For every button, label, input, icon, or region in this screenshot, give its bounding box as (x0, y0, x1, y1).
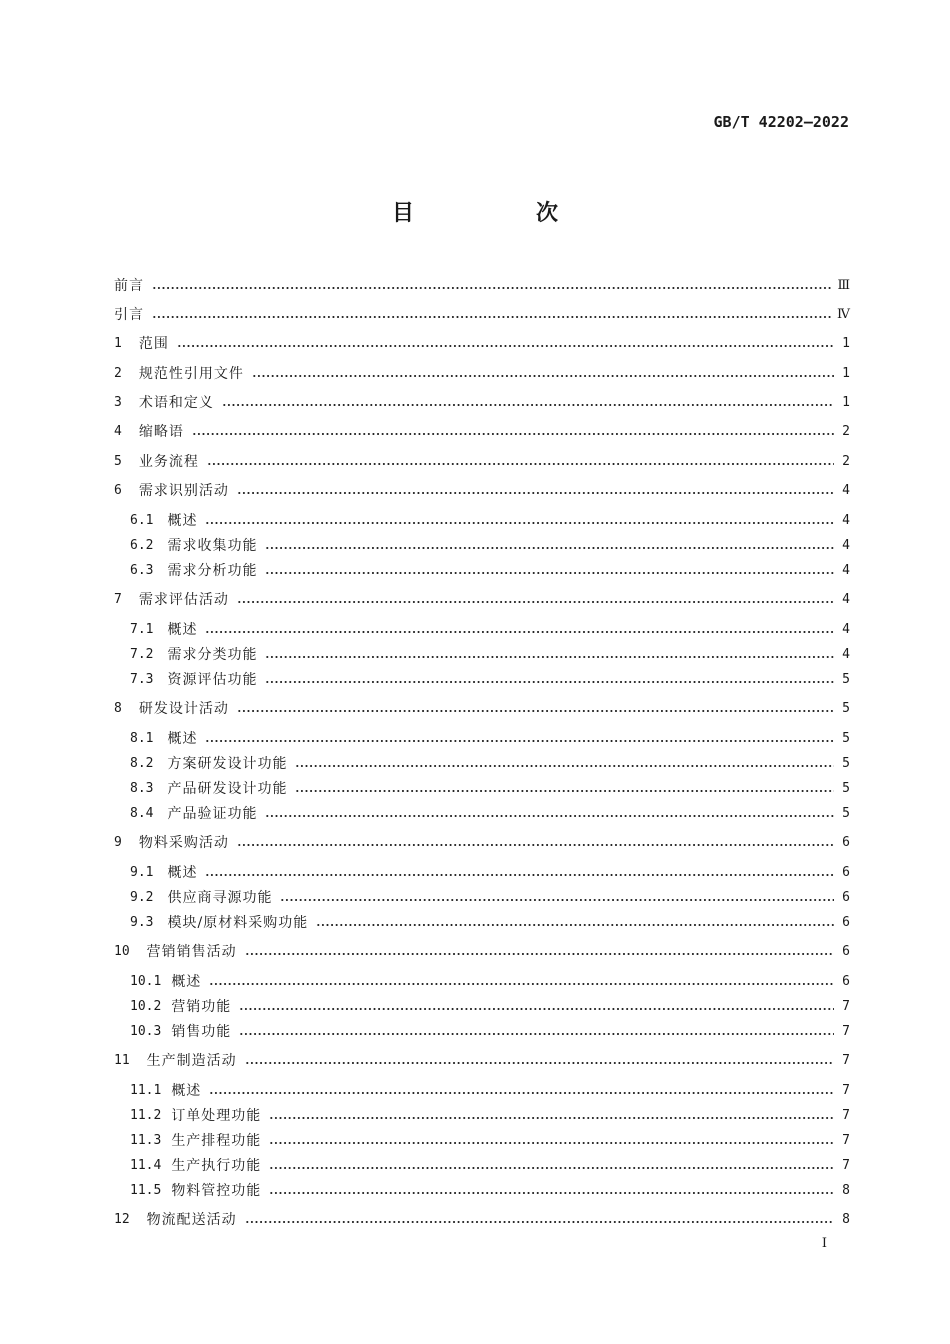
toc-entry-number: 8.2 (130, 756, 154, 771)
toc-entry-number: 10.2 (130, 999, 162, 1014)
toc-entry-label: 生产排程功能 (171, 1133, 262, 1149)
dot-leader (269, 1166, 834, 1170)
toc-entry-number: 11.2 (130, 1108, 162, 1123)
toc-entry-number: 7 (114, 592, 122, 607)
toc-entry[interactable] (114, 276, 850, 296)
toc-entry-number: 8.4 (130, 806, 154, 821)
toc-entry[interactable] (114, 699, 850, 719)
toc-entry[interactable] (114, 452, 850, 472)
toc-entry-number: 7.3 (130, 672, 154, 687)
toc-entry[interactable] (114, 422, 850, 442)
toc-entry-page: 4 (842, 483, 850, 498)
toc-entry-number: 11.1 (130, 1083, 162, 1098)
dot-leader (237, 600, 834, 604)
toc-subentry[interactable] (130, 1081, 850, 1101)
dot-leader (295, 764, 834, 768)
dot-leader (316, 923, 834, 927)
dot-leader (237, 709, 834, 713)
toc-entry-label: 订单处理功能 (171, 1108, 262, 1124)
toc-entry-page: 5 (842, 672, 850, 687)
toc-entry[interactable] (114, 590, 850, 610)
toc-entry-number: 9.3 (130, 915, 154, 930)
toc-entry-number: 3 (114, 395, 122, 410)
toc-entry[interactable] (114, 364, 850, 384)
dot-leader (205, 521, 834, 525)
toc-subentry[interactable] (130, 1106, 850, 1126)
toc-entry-label: 产品验证功能 (167, 806, 258, 822)
toc-entry-page: Ⅲ (837, 278, 850, 293)
dot-leader (152, 286, 831, 290)
dot-leader (192, 432, 834, 436)
toc-entry-label: 物流配送活动 (146, 1212, 237, 1228)
toc-entry-label: 需求识别活动 (138, 483, 229, 499)
dot-leader (245, 1061, 834, 1065)
toc-entry-page: 7 (842, 1083, 850, 1098)
toc-entry-number: 12 (114, 1212, 130, 1227)
toc-entry-label: 模块/原材料采购功能 (167, 915, 309, 931)
toc-entry-page: 6 (842, 944, 850, 959)
dot-leader (177, 344, 834, 348)
toc-entry-label: 规范性引用文件 (138, 366, 244, 382)
dot-leader (245, 1220, 834, 1224)
dot-leader (252, 374, 834, 378)
toc-subentry[interactable] (130, 670, 850, 690)
toc-subentry[interactable] (130, 1022, 850, 1042)
toc-entry-label: 营销销售活动 (146, 944, 237, 960)
dot-leader (265, 814, 834, 818)
toc-entry-page: 7 (842, 1133, 850, 1148)
toc-entry-page: 4 (842, 513, 850, 528)
dot-leader (237, 843, 834, 847)
toc-subentry[interactable] (130, 972, 850, 992)
toc-entry-page: 2 (842, 454, 850, 469)
toc-entry-label: 需求评估活动 (138, 592, 229, 608)
dot-leader (265, 655, 834, 659)
dot-leader (209, 1091, 834, 1095)
toc-subentry[interactable] (130, 754, 850, 774)
toc-entry-page: 4 (842, 647, 850, 662)
toc-entry-label: 术语和定义 (138, 395, 214, 411)
dot-leader (269, 1116, 834, 1120)
toc-subentry[interactable] (130, 729, 850, 749)
toc-entry-page: 1 (842, 336, 850, 351)
toc-entry[interactable] (114, 393, 850, 413)
toc-entry-page: 4 (842, 622, 850, 637)
toc-subentry[interactable] (130, 863, 850, 883)
toc-entry-number: 10 (114, 944, 130, 959)
toc-entry-number: 6.2 (130, 538, 154, 553)
toc-entry-page: 7 (842, 1024, 850, 1039)
toc-entry-label: 概述 (167, 731, 198, 747)
toc-subentry[interactable] (130, 1181, 850, 1201)
toc-subentry[interactable] (130, 1156, 850, 1176)
toc-entry[interactable] (114, 334, 850, 354)
toc-entry-page: 6 (842, 890, 850, 905)
dot-leader (152, 315, 831, 319)
toc-entry-number: 9.2 (130, 890, 154, 905)
dot-leader (265, 546, 834, 550)
toc-entry-number: 11.3 (130, 1133, 162, 1148)
toc-entry-page: 5 (842, 781, 850, 796)
dot-leader (269, 1141, 834, 1145)
toc-entry-number: 8 (114, 701, 122, 716)
toc-entry-page: 4 (842, 563, 850, 578)
dot-leader (245, 952, 834, 956)
dot-leader (207, 462, 834, 466)
toc-entry-label: 研发设计活动 (138, 701, 229, 717)
toc-entry-label: 概述 (167, 865, 198, 881)
toc-entry-number: 1 (114, 336, 122, 351)
toc-entry-page: 6 (842, 865, 850, 880)
dot-leader (222, 403, 834, 407)
toc-entry[interactable] (114, 481, 850, 501)
toc-entry-label: 营销功能 (171, 999, 232, 1015)
toc-entry-number: 11 (114, 1053, 130, 1068)
toc-subentry[interactable] (130, 536, 850, 556)
toc-entry-page: 5 (842, 701, 850, 716)
toc-entry-page: 6 (842, 835, 850, 850)
toc-entry-page: 1 (842, 395, 850, 410)
toc-entry-label: 需求分类功能 (167, 647, 258, 663)
dot-leader (239, 1032, 834, 1036)
toc-entry-page: 7 (842, 999, 850, 1014)
toc-entry-label: 物料采购活动 (138, 835, 229, 851)
toc-subentry[interactable] (130, 645, 850, 665)
toc-entry-number: 11.5 (130, 1183, 162, 1198)
page-number: I (821, 1236, 827, 1251)
toc-entry-page: 8 (842, 1212, 850, 1227)
toc-entry-page: 2 (842, 424, 850, 439)
toc-entry-label: 生产执行功能 (171, 1158, 262, 1174)
toc-entry[interactable] (114, 942, 850, 962)
toc-entry-number: 6.1 (130, 513, 154, 528)
toc-entry[interactable] (114, 1051, 850, 1071)
toc-subentry[interactable] (130, 888, 850, 908)
toc-entry-label: 缩略语 (138, 424, 184, 440)
toc-entry-number: 8.1 (130, 731, 154, 746)
toc-entry-page: 7 (842, 1158, 850, 1173)
dot-leader (205, 873, 834, 877)
toc-entry-label: 概述 (171, 974, 202, 990)
toc-entry-label: 物料管控功能 (171, 1183, 262, 1199)
toc-entry-label: 方案研发设计功能 (167, 756, 288, 772)
toc-entry-page: 4 (842, 538, 850, 553)
toc-entry-number: 7.2 (130, 647, 154, 662)
toc-entry-label: 供应商寻源功能 (167, 890, 273, 906)
toc-subentry[interactable] (130, 561, 850, 581)
toc-subentry[interactable] (130, 997, 850, 1017)
toc-entry-page: 8 (842, 1183, 850, 1198)
dot-leader (295, 789, 834, 793)
dot-leader (209, 982, 834, 986)
toc-entry-number: 5 (114, 454, 122, 469)
toc-entry-page: 7 (842, 1053, 850, 1068)
toc-subentry[interactable] (130, 804, 850, 824)
dot-leader (237, 491, 834, 495)
page-title: 目 次 (391, 201, 608, 226)
toc-entry-number: 2 (114, 366, 122, 381)
toc-entry-label: 需求分析功能 (167, 563, 258, 579)
toc-entry-number: 10.3 (130, 1024, 162, 1039)
dot-leader (269, 1191, 834, 1195)
toc-entry-number: 11.4 (130, 1158, 162, 1173)
dot-leader (205, 630, 834, 634)
toc-subentry[interactable] (130, 1131, 850, 1151)
toc-entry-label: 生产制造活动 (146, 1053, 237, 1069)
toc-entry[interactable] (114, 1210, 850, 1230)
standard-code: GB/T 42202—2022 (713, 113, 849, 131)
toc-subentry[interactable] (130, 620, 850, 640)
toc-entry-page: 7 (842, 1108, 850, 1123)
dot-leader (239, 1007, 834, 1011)
toc-entry[interactable] (114, 305, 850, 325)
toc-entry-page: 6 (842, 915, 850, 930)
toc-subentry[interactable] (130, 779, 850, 799)
toc-entry-label: 需求收集功能 (167, 538, 258, 554)
toc-entry-page: Ⅳ (837, 307, 850, 322)
toc-entry-label: 概述 (167, 622, 198, 638)
toc-entry-number: 7.1 (130, 622, 154, 637)
toc-entry-number: 8.3 (130, 781, 154, 796)
toc-entry-page: 6 (842, 974, 850, 989)
toc-entry-label: 引言 (114, 307, 144, 323)
toc-subentry[interactable] (130, 913, 850, 933)
toc-entry-label: 概述 (167, 513, 198, 529)
toc-entry-number: 4 (114, 424, 122, 439)
toc-entry-page: 1 (842, 366, 850, 381)
toc-entry-page: 5 (842, 806, 850, 821)
toc-entry-label: 产品研发设计功能 (167, 781, 288, 797)
toc-entry-number: 9.1 (130, 865, 154, 880)
toc-entry-number: 6.3 (130, 563, 154, 578)
dot-leader (205, 739, 834, 743)
toc-entry-label: 资源评估功能 (167, 672, 258, 688)
toc-entry[interactable] (114, 833, 850, 853)
toc-entry-page: 5 (842, 756, 850, 771)
toc-entry-label: 业务流程 (138, 454, 199, 470)
dot-leader (280, 898, 834, 902)
dot-leader (265, 571, 834, 575)
toc-entry-number: 9 (114, 835, 122, 850)
toc-entry-page: 4 (842, 592, 850, 607)
toc-entry-number: 6 (114, 483, 122, 498)
toc-entry-label: 前言 (114, 278, 144, 294)
dot-leader (265, 680, 834, 684)
toc-subentry[interactable] (130, 511, 850, 531)
toc-entry-page: 5 (842, 731, 850, 746)
toc-entry-number: 10.1 (130, 974, 162, 989)
toc-entry-label: 销售功能 (171, 1024, 232, 1040)
toc-entry-label: 范围 (138, 336, 169, 352)
toc-entry-label: 概述 (171, 1083, 202, 1099)
